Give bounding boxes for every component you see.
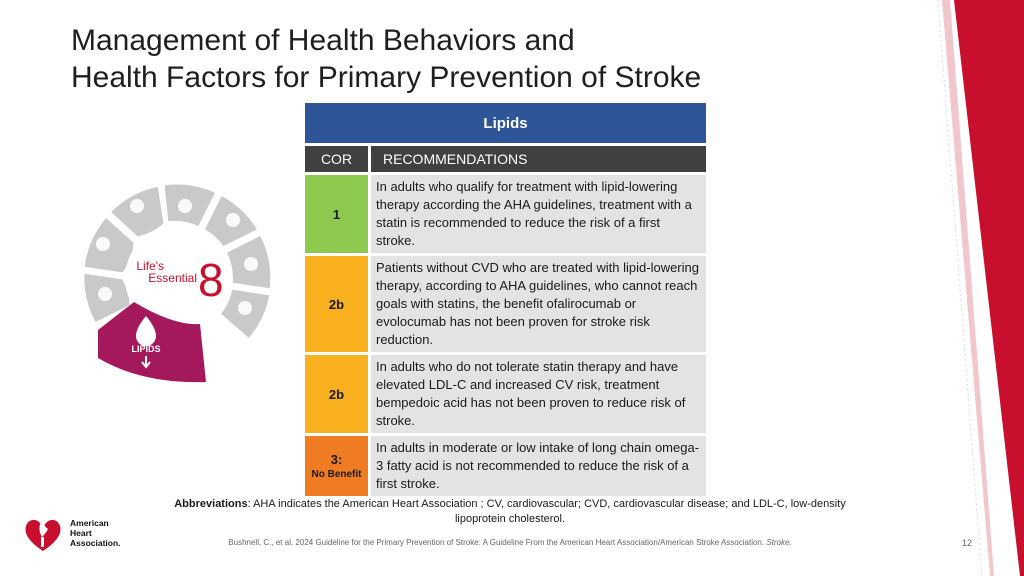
lifes-essential-8-wheel: [82, 178, 272, 390]
cor-value: 2b: [328, 386, 345, 402]
brand-number: 8: [198, 254, 224, 306]
table-row: [305, 355, 706, 433]
brand-line-1: Life's: [136, 259, 164, 273]
logo-text-line-2: Heart: [70, 528, 92, 538]
title-line-1: Management of Health Behaviors and: [71, 24, 575, 57]
cor-value: 1: [332, 206, 341, 222]
table-row: [305, 175, 706, 253]
cor-cell: [305, 175, 368, 253]
abbreviations-note: [150, 497, 870, 527]
citation-text: Bushnell, C., et al. 2024 Guideline for the Primary Prevention of Stroke: A Guideline From the American Heart Association/American Stroke Association.: [228, 538, 765, 547]
cor-cell: [305, 256, 368, 352]
cor-subvalue: No Benefit: [311, 469, 362, 480]
recommendation-cell: Patients without CVD who are treated with lipid-lowering therapy, according to AHA guidelines, who cannot reach goals with statins, the benefit ofalirocumab or evolocumab has not been proven for stroke risk reduction.: [371, 256, 706, 352]
column-header-recommendations: RECOMMENDATIONS: [371, 146, 706, 172]
section-title: Lipids: [483, 114, 528, 132]
aha-logo: [22, 513, 121, 553]
page-title: [71, 22, 701, 96]
recommendation-cell: In adults in moderate or low intake of long chain omega-3 fatty acid is not recommended to reduce the risk of a first stroke.: [371, 436, 706, 496]
brand-line-2: Essential: [148, 271, 197, 285]
logo-text-line-3: Association.: [70, 538, 121, 548]
table-row: [305, 436, 706, 496]
table-column-headers: [305, 146, 706, 172]
page-number: 12: [962, 538, 973, 548]
table-section-header: [305, 103, 706, 143]
abbreviations-label: Abbreviations: [174, 498, 248, 510]
recommendation-cell: In adults who qualify for treatment with lipid-lowering therapy according the AHA guidelines, treatment with a statin is recommended to reduce the risk of a first stroke.: [371, 175, 706, 253]
citation-journal: Stroke: [766, 538, 790, 547]
column-header-cor: COR: [305, 146, 368, 172]
table-row: [305, 256, 706, 352]
cor-cell: [305, 355, 368, 433]
cor-value: 3:: [330, 452, 343, 467]
cor-value: 2b: [328, 296, 345, 312]
citation: [180, 538, 840, 547]
abbreviations-text: : AHA indicates the American Heart Association ; CV, cardiovascular; CVD, cardiovascular disease; and LDL-C, low-density lipoprotein cholesterol.: [247, 498, 846, 525]
recommendation-cell: In adults who do not tolerate statin therapy and have elevated LDL-C and increased CV risk, treatment bempedoic acid has not been proven to reduce risk of stroke.: [371, 355, 706, 433]
cor-cell: [305, 436, 368, 496]
citation-end: .: [789, 538, 792, 547]
title-line-2: Health Factors for Primary Prevention of Stroke: [71, 61, 702, 94]
recommendations-table: [305, 103, 706, 496]
heart-torch-icon: [22, 513, 64, 553]
logo-text-line-1: American: [70, 518, 109, 528]
decorative-stripes: [924, 0, 1024, 576]
lipids-tile-label: LIPIDS: [131, 344, 161, 354]
